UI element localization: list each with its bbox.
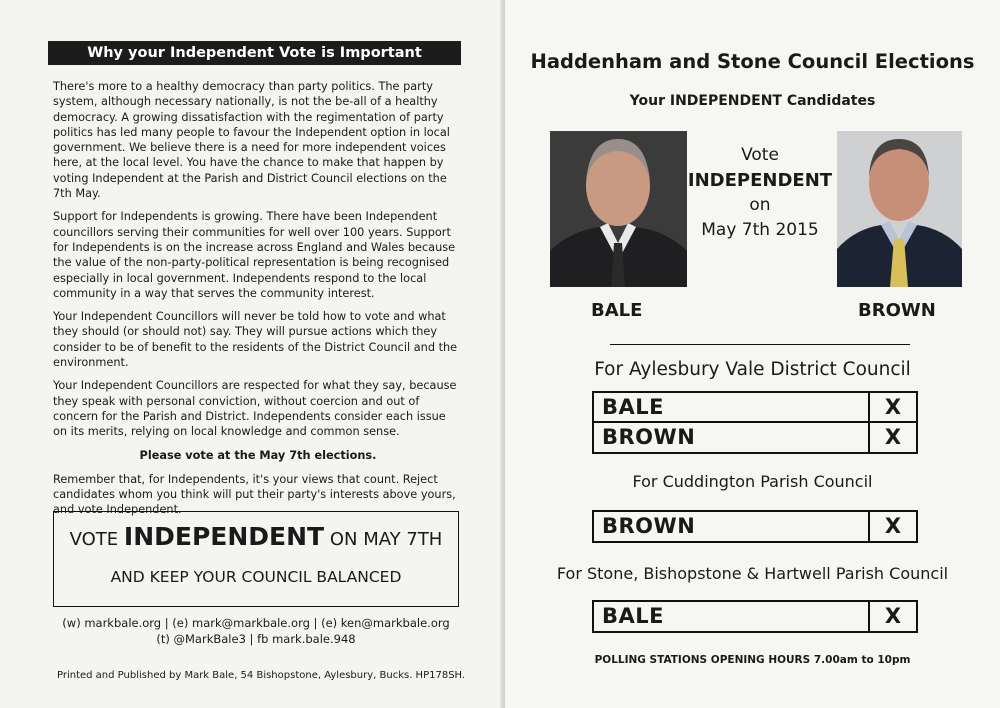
ballot-row bbox=[592, 391, 918, 424]
vote-independent-date bbox=[680, 143, 840, 243]
ballot-name: BROWN bbox=[602, 425, 696, 449]
vote-word-right: Vote bbox=[741, 145, 779, 165]
election-heading: Haddenham and Stone Council Elections bbox=[530, 50, 975, 73]
paragraph: Your Independent Councillors are respected for what they say, because they speak with personal conviction, without coercion and out of concern for the Parish and District. Independents consider each issue on its merits, relying on local knowledge and common sense. bbox=[53, 379, 457, 439]
ballot-name: BALE bbox=[602, 604, 664, 628]
paragraph: Your Independent Councillors will never be told how to vote and what they should (or should not) say. They will pursue actions which they consider to be of benefit to the residents of the District Council and the environment. bbox=[53, 310, 458, 370]
candidate-name-brown: BROWN bbox=[858, 300, 936, 321]
ballot-row bbox=[592, 421, 918, 454]
divider bbox=[610, 344, 910, 345]
imprint: Printed and Published by Mark Bale, 54 Bishopstone, Aylesbury, Bucks. HP178SH. bbox=[57, 670, 466, 681]
contact-line-1: (w) markbale.org | (e) mark@markbale.org | (e) ken@markbale.org bbox=[62, 616, 450, 630]
vote-box-line2: AND KEEP YOUR COUNCIL BALANCED bbox=[110, 568, 402, 586]
section-title-stone: For Stone, Bishopstone & Hartwell Parish Council bbox=[556, 564, 949, 583]
ballot-row bbox=[592, 600, 918, 633]
paragraph: There's more to a healthy democracy than party politics. The party system, although necessary nationally, is not the be-all of a healthy democracy. A growing dissatisfaction with the regimentation of party politics has led many people to favour the Independent option in local government. We believe there is a need for more independent voices here, at the local level. You have the chance to make that happen by voting Independent at the Parish and District Council elections on the 7th May. bbox=[53, 80, 450, 201]
body-text bbox=[53, 79, 463, 526]
paragraph: Support for Independents is growing. There have been Independent councillors serving their communities for well over 100 years. Support for Independents is on the increase across England and Wales because the value of the non-party-political representation is being recognised especially in local government. Independents respond to the local community in a way that serves the community interest. bbox=[53, 210, 456, 300]
candidate-name-bale: BALE bbox=[591, 300, 643, 321]
right-page bbox=[505, 0, 1000, 708]
ballot-cross: X bbox=[868, 602, 916, 631]
contact-line-2: (t) @MarkBale3 | fb mark.bale.948 bbox=[156, 632, 356, 646]
paragraph: Remember that, for Independents, it's your views that count. Reject candidates whom you think will put their party's interests above yours, and vote Independent. bbox=[53, 472, 456, 517]
ballot-row bbox=[592, 510, 918, 543]
bale-photo bbox=[550, 131, 687, 287]
ballot-name: BROWN bbox=[602, 514, 696, 538]
polling-hours: POLLING STATIONS OPENING HOURS 7.00am to 10pm bbox=[594, 654, 911, 666]
vote-independent-box bbox=[53, 511, 459, 607]
candidates-subheading: Your INDEPENDENT Candidates bbox=[629, 93, 876, 109]
left-title-bar: Why your Independent Vote is Important bbox=[48, 41, 461, 65]
please-vote-note: Please vote at the May 7th elections. bbox=[139, 448, 377, 462]
section-title-district: For Aylesbury Vale District Council bbox=[594, 359, 911, 380]
vote-box-line1 bbox=[54, 523, 458, 554]
ballot-name: BALE bbox=[602, 395, 664, 419]
independent-word-right: INDEPENDENT bbox=[687, 170, 833, 191]
brown-photo bbox=[837, 131, 962, 287]
section-title-cuddington: For Cuddington Parish Council bbox=[632, 472, 873, 491]
independent-word: INDEPENDENT bbox=[123, 522, 325, 551]
ballot-cross: X bbox=[868, 393, 916, 422]
contact-details bbox=[53, 615, 459, 647]
ballot-cross: X bbox=[868, 512, 916, 541]
on-word: on bbox=[749, 195, 771, 215]
on-may-text: ON MAY 7TH bbox=[329, 529, 443, 550]
ballot-cross: X bbox=[868, 423, 916, 452]
election-date: May 7th 2015 bbox=[701, 220, 819, 240]
vote-word: VOTE bbox=[69, 529, 119, 550]
